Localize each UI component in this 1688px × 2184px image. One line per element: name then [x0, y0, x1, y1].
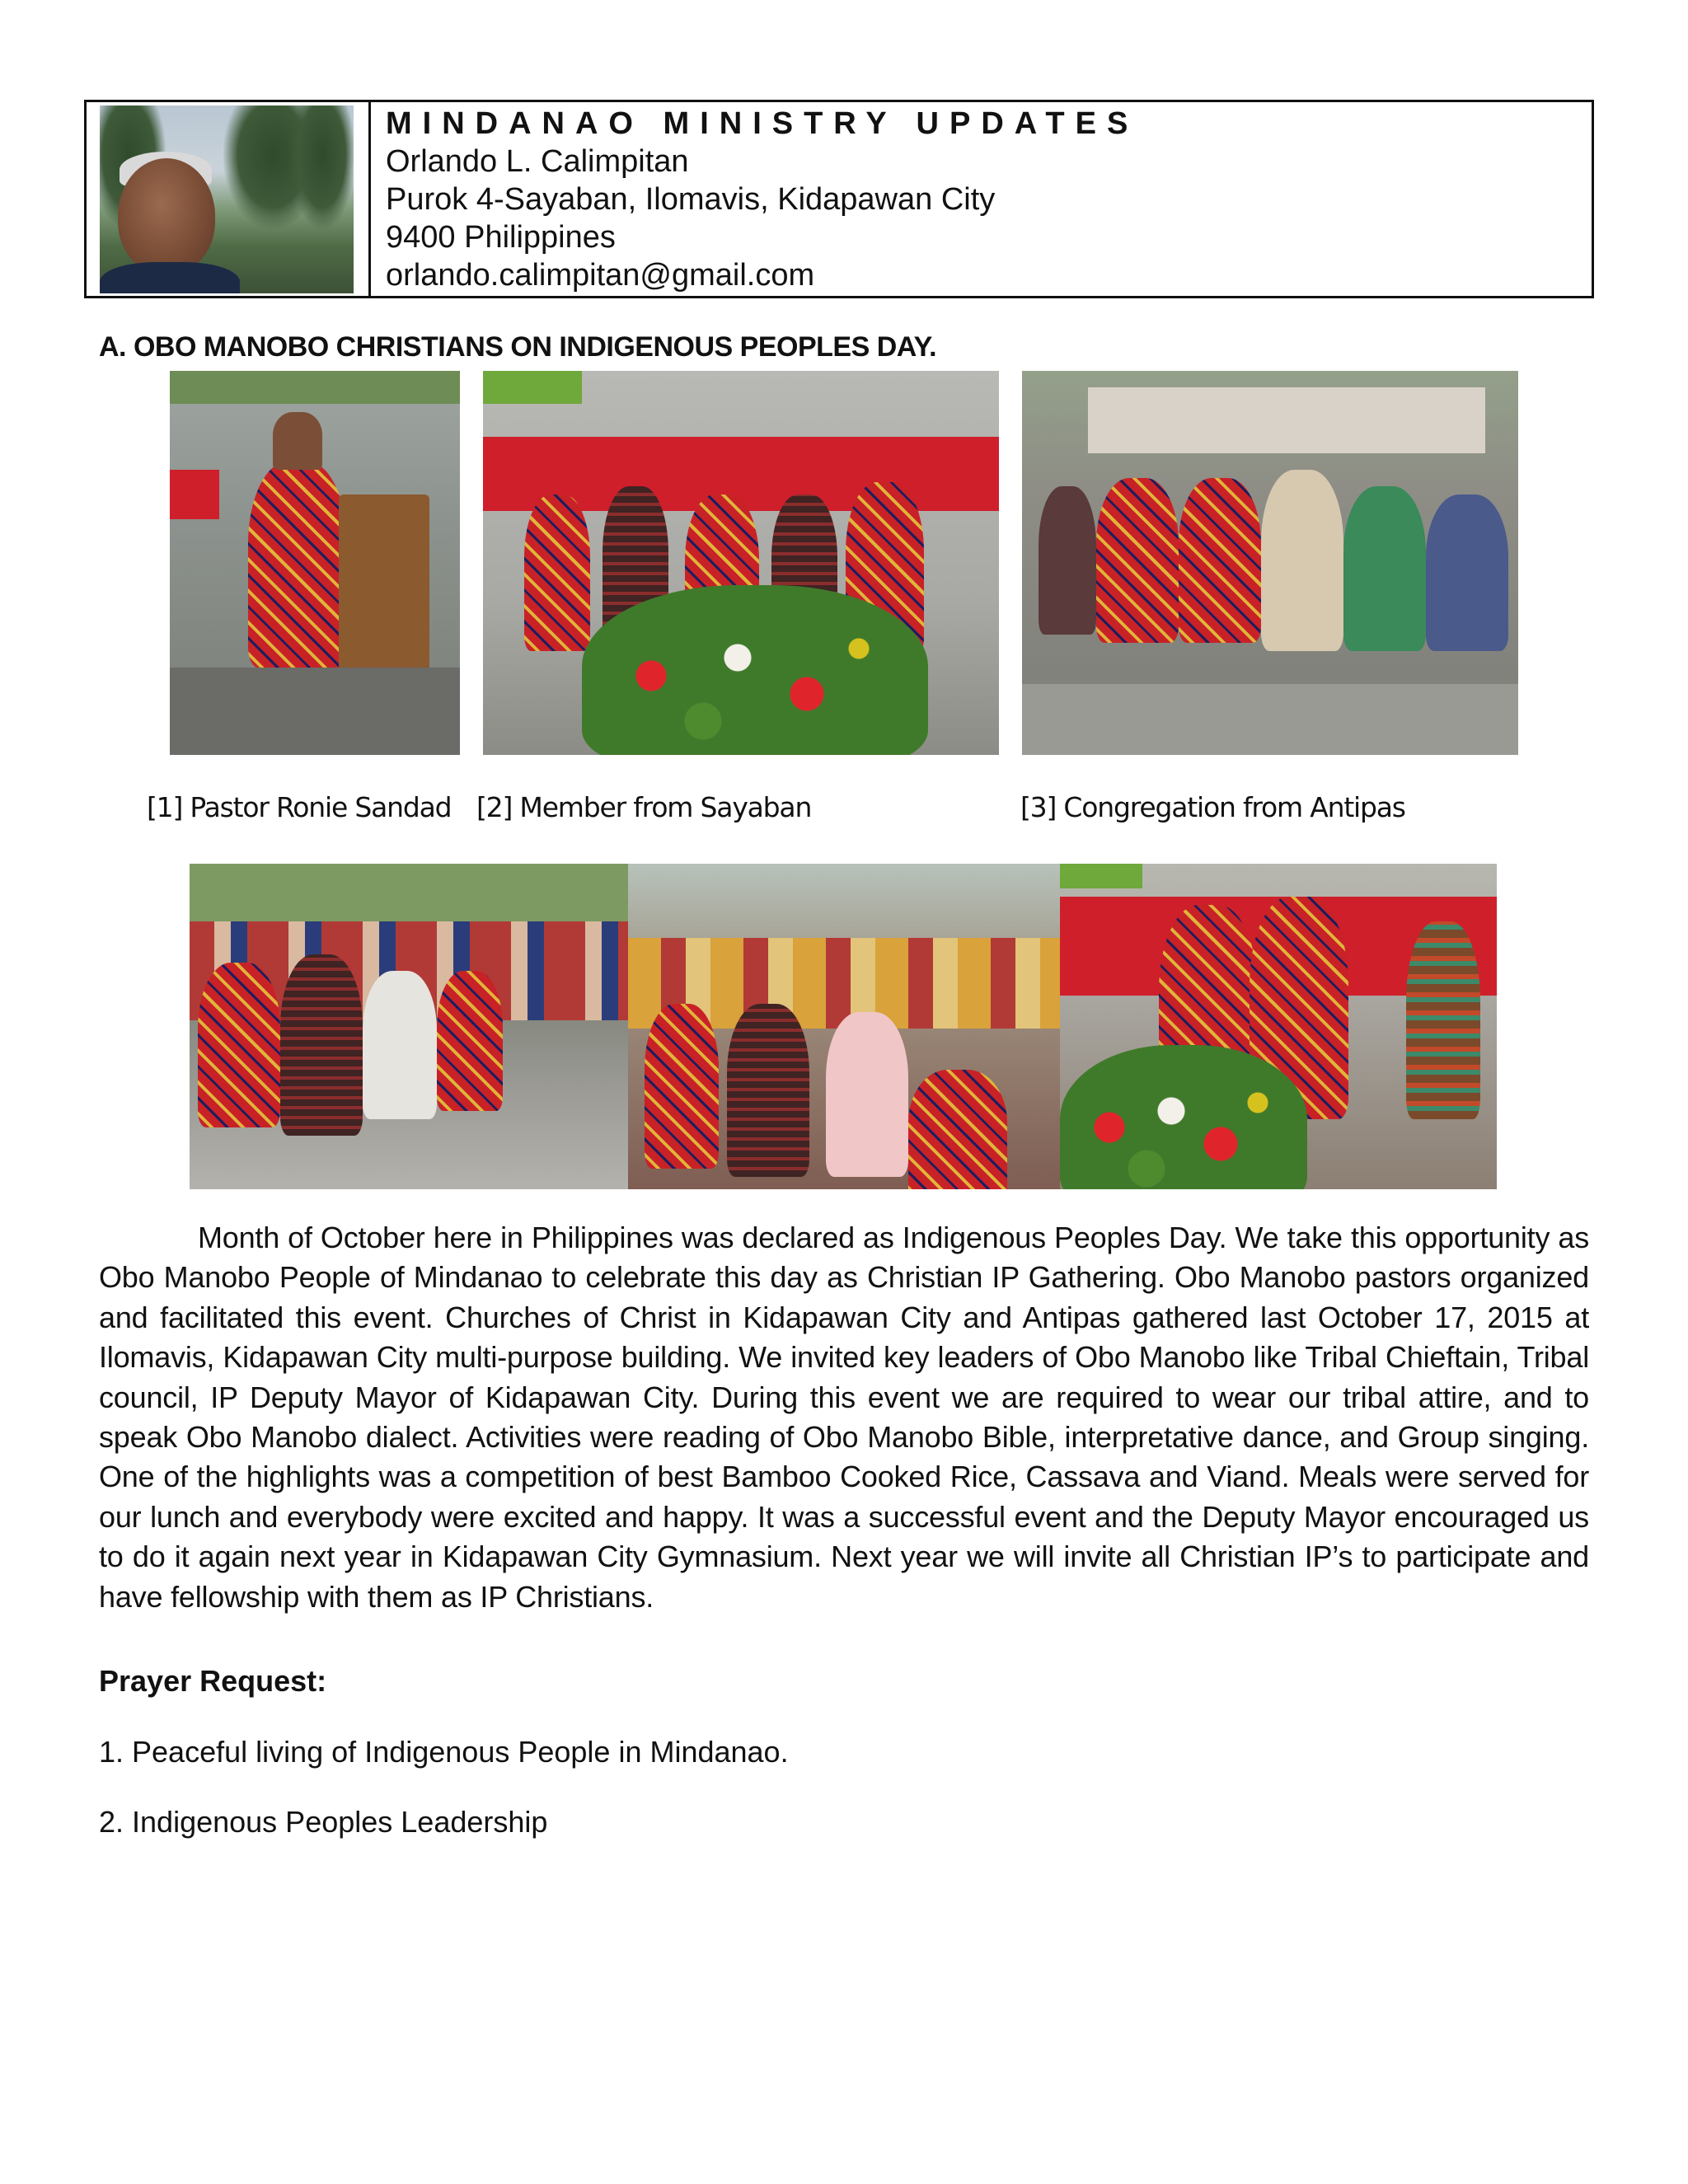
caption-photo-2: [2] Member from Sayaban	[476, 791, 812, 823]
caption-photo-1: [1] Pastor Ronie Sandad	[147, 791, 452, 823]
photo-crowd-seated	[190, 864, 628, 1189]
photo-women-seated	[628, 864, 1060, 1189]
prayer-request-heading: Prayer Request:	[99, 1664, 327, 1698]
prayer-request-list	[99, 1734, 789, 1874]
photo-congregation-antipas	[1022, 371, 1518, 755]
header-photo-cell	[87, 102, 371, 296]
section-heading: A. OBO MANOBO CHRISTIANS ON INDIGENOUS PEOPLES DAY.	[99, 331, 937, 363]
header-text	[371, 102, 1138, 296]
header-box	[84, 100, 1594, 298]
author-email: orlando.calimpitan@gmail.com	[386, 257, 815, 293]
author-name: Orlando L. Calimpitan	[386, 143, 689, 179]
body-paragraph: Month of October here in Philippines was declared as Indigenous Peoples Day. We take this opportunity as Obo Manobo People of Mindanao to celebrate this day as Christian IP Gathering. Obo Manobo pastors organized and facilitated this event. Churches of Christ in Kidapawan City and Antipas gathered last October 17, 2015 at Ilomavis, Kidapawan City multi-purpose building. We invited key leaders of Obo Manobo like Tribal Chieftain, Tribal council, IP Deputy Mayor of Kidapawan City. During this event we are required to wear our tribal attire, and to speak Obo Manobo dialect. Activities were reading of Obo Manobo Bible, interpretative dance, and Group singing. One of the highlights was a competition of best Bamboo Cooked Rice, Cassava and Viand. Meals were served for our lunch and everybody were excited and happy. It was a successful event and the Deputy Mayor encouraged us to do it again next year in Kidapawan City Gymnasium. Next year we will invite all Christian IP’s to participate and have fellowship with them as IP Christians.	[99, 1221, 1589, 1614]
prayer-request-item: 2. Indigenous Peoples Leadership	[99, 1805, 548, 1839]
prayer-request-item: 1. Peaceful living of Indigenous People in Mindanao.	[99, 1735, 789, 1769]
author-portrait-photo	[100, 105, 354, 293]
photo-pastor-speaking	[170, 371, 460, 755]
caption-photo-3: [3] Congregation from Antipas	[1020, 791, 1405, 823]
author-address-line1: Purok 4-Sayaban, Ilomavis, Kidapawan City	[386, 181, 996, 217]
photo-elders-reading	[1060, 864, 1497, 1189]
newsletter-title: MINDANAO MINISTRY UPDATES	[386, 105, 1139, 141]
author-address-line2: 9400 Philippines	[386, 219, 616, 255]
photo-members-reading	[483, 371, 999, 755]
